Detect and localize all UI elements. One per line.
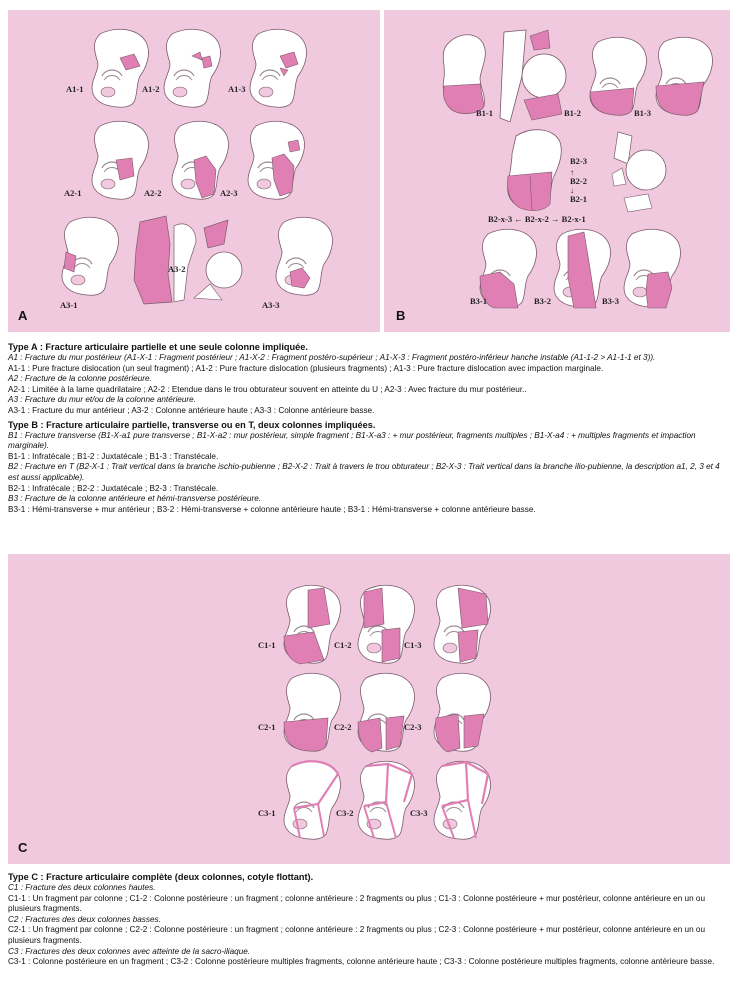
label-a1-1: A1-1 xyxy=(66,84,84,94)
panel-c xyxy=(8,554,730,864)
arrow-up-icon: ↑ xyxy=(570,168,574,177)
type-c2-definition: C2 : Fractures des deux colonnes basses. xyxy=(8,914,161,924)
label-b2-2: B2-2 xyxy=(570,176,587,186)
figure-b2-exploded xyxy=(604,128,674,214)
type-b2-definition: B2 : Fracture en T (B2-X-1 : Trait vertical dans la branche ischio-pubienne ; B2-X-2 : Trait à travers le trou obturateur ; B2-X-3 : Trait vertical dans la branche ilio-pubienne, la description a1, 2, 3 et 4 est aussi applicable). xyxy=(8,462,720,482)
label-b1-2: B1-2 xyxy=(564,108,581,118)
figure-c2-3 xyxy=(428,672,494,754)
label-c3-2: C3-2 xyxy=(336,808,354,818)
label-a3-1: A3-1 xyxy=(60,300,78,310)
figure-c3-2 xyxy=(352,760,418,842)
label-a1-3: A1-3 xyxy=(228,84,246,94)
type-c3-definition: C3 : Fractures des deux colonnes avec atteinte de la sacro-iliaque. xyxy=(8,946,251,956)
figure-a2-3 xyxy=(242,120,308,202)
type-b3-description: B3-1 : Hémi-transverse + mur antérieur ; B3-2 : Hémi-transverse + colonne antérieure haute ; B3-1 : Hémi-transverse + colonne antérieure basse. xyxy=(8,504,536,514)
type-c-heading: Type C : Fracture articulaire complète (deux colonnes, cotyle flottant). xyxy=(8,872,314,882)
label-c2-1: C2-1 xyxy=(258,722,276,732)
figure-c1-1 xyxy=(278,584,344,666)
label-b3-2: B3-2 xyxy=(534,296,551,306)
figure-c3-1 xyxy=(278,760,344,842)
figure-a1-1 xyxy=(86,28,152,110)
label-a2-2: A2-2 xyxy=(144,188,162,198)
label-a2-1: A2-1 xyxy=(64,188,82,198)
arrow-down-icon: ↓ xyxy=(570,186,574,195)
legend-types-a-b xyxy=(8,339,730,515)
type-a1-description: A1-1 : Pure fracture dislocation (un seul fragment) ; A1-2 : Pure fracture dislocation (plusieurs fragments) ; A1-3 : Pure fracture dislocation avec impaction marginale. xyxy=(8,363,604,373)
label-c1-3: C1-3 xyxy=(404,640,422,650)
panel-b-letter: B xyxy=(396,308,406,323)
type-a3-definition: A3 : Fracture du mur et/ou de la colonne antérieure. xyxy=(8,395,196,405)
label-b2-x: B2-x-3 ← B2-x-2 → B2-x-1 xyxy=(488,214,586,224)
label-a2-3: A2-3 xyxy=(220,188,238,198)
type-c1-definition: C1 : Fracture des deux colonnes hautes. xyxy=(8,883,156,892)
panel-c-letter: C xyxy=(18,840,28,855)
label-c1-2: C1-2 xyxy=(334,640,352,650)
label-b2-1: B2-1 xyxy=(570,194,587,204)
type-c1-description: C1-1 : Un fragment par colonne ; C1-2 : Colonne postérieure : un fragment ; colonne antérieure : 2 fragments ou plus ; C1-3 : Colonne postérieure + mur postérieur, colonne antérieure en un ou plusieurs fragments. xyxy=(8,893,706,914)
label-b1-3: B1-3 xyxy=(634,108,651,118)
type-c3-description: C3-1 : Colonne postérieure en un fragment ; C3-2 : Colonne postérieure multiples fragments, colonne antérieure haute ; C3-3 : Colonne postérieure multiples fragments, colonne antérieure basse. xyxy=(8,957,715,967)
panel-b xyxy=(384,10,730,332)
type-a-heading: Type A : Fracture articulaire partielle et une seule colonne impliquée. xyxy=(8,342,308,352)
panel-a-letter: A xyxy=(18,308,28,323)
figure-b1-1 xyxy=(440,26,570,122)
label-b1-1: B1-1 xyxy=(476,108,493,118)
type-b-heading: Type B : Fracture articulaire partielle, transverse ou en T, deux colonnes impliquées. xyxy=(8,419,376,430)
figure-b3-3 xyxy=(618,228,684,310)
label-a3-2: A3-2 xyxy=(168,264,186,274)
figure-c3-3 xyxy=(428,760,494,842)
figure-c2-1 xyxy=(278,672,344,754)
figure-c1-3 xyxy=(428,584,494,666)
figure-a3-1 xyxy=(56,216,122,298)
figure-b1-2 xyxy=(584,36,650,118)
label-c3-3: C3-3 xyxy=(410,808,428,818)
label-b3-1: B3-1 xyxy=(470,296,487,306)
label-c2-3: C2-3 xyxy=(404,722,422,732)
type-a2-description: A2-1 : Limitée à la lame quadrilataire ; A2-2 : Etendue dans le trou obturateur souvent en atteinte du U ; A2-3 : Avec fracture du mur postérieur.. xyxy=(8,384,527,394)
figure-c1-2 xyxy=(352,584,418,666)
type-b1-description: B1-1 : Infratécale ; B1-2 : Juxtatécale ; B1-3 : Transtécale. xyxy=(8,451,219,461)
type-b1-definition: B1 : Fracture transverse (B1-X-a1 pure transverse ; B1-X-a2 : mur postérieur, simple fragment ; B1-X-a3 : + mur postérieur, fragments multiples ; B1-X-a4 : + multiples fragments et impaction marginale). xyxy=(8,430,696,451)
type-a2-definition: A2 : Fracture de la colonne postérieure. xyxy=(8,374,152,384)
legend-type-c xyxy=(8,869,730,968)
type-a1-definition: A1 : Fracture du mur postérieur (A1-X-1 : Fragment postérieur ; A1-X-2 : Fragment postéro-supérieur ; A1-X-3 : Fragment postéro-inférieur hanche instable (A1-1-2 > A1-1-1 et 3)). xyxy=(8,353,656,362)
type-c2-description: C2-1 : Un fragment par colonne ; C2-2 : Colonne postérieure : un fragment ; colonne antérieure : 2 fragments ou plus ; C2-3 : Colonne postérieure + mur postérieur, colonne antérieure en un ou plusieurs fragments. xyxy=(8,925,706,945)
figure-c2-2 xyxy=(352,672,418,754)
figure-a2-1 xyxy=(86,120,152,202)
type-b2-description: B2-1 : Infratécale ; B2-2 : Juxtatécale ; B2-3 : Transtécale. xyxy=(8,483,219,493)
label-b3-3: B3-3 xyxy=(602,296,619,306)
figure-a3-3 xyxy=(270,216,336,298)
figure-a1-2 xyxy=(158,28,224,110)
type-a3-description: A3-1 : Fracture du mur antérieur ; A3-2 : Colonne antérieure haute ; A3-3 : Colonne antérieure basse. xyxy=(8,405,375,415)
label-c3-1: C3-1 xyxy=(258,808,276,818)
label-c1-1: C1-1 xyxy=(258,640,276,650)
figure-a1-3 xyxy=(244,28,310,110)
label-b2-3: B2-3 xyxy=(570,156,587,166)
figure-a3-2 xyxy=(126,214,244,308)
figure-b1-3 xyxy=(650,36,716,118)
figure-b2 xyxy=(502,126,572,214)
label-a3-3: A3-3 xyxy=(262,300,280,310)
type-b3-definition: B3 : Fracture de la colonne antérieure et hémi-transverse postérieure. xyxy=(8,494,262,504)
panel-a xyxy=(8,10,380,332)
label-c2-2: C2-2 xyxy=(334,722,352,732)
label-a1-2: A1-2 xyxy=(142,84,160,94)
